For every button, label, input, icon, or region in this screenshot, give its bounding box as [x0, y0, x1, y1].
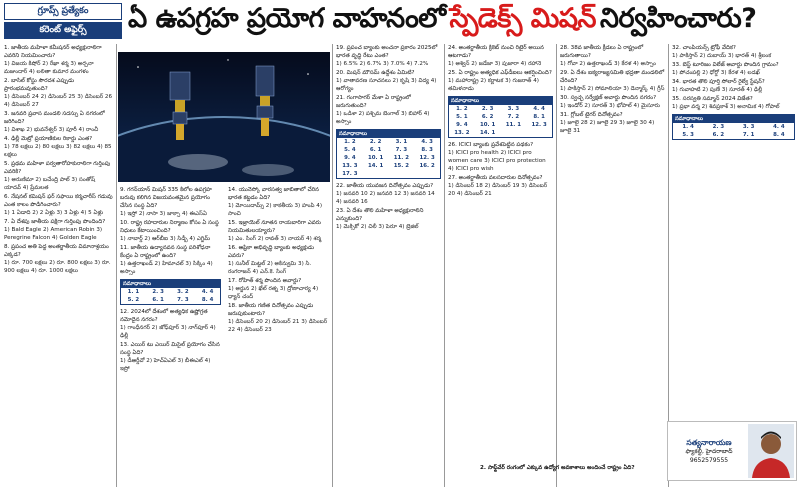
answer-key	[448, 96, 553, 138]
question-text: 10. రాష్ట్ర రహదారుల నిర్మాణం కోసం ఏ సంస్థ నిధులు కేటాయించింది?	[120, 220, 219, 234]
question-item	[4, 218, 113, 242]
question-text: 15. ఇజ్రాయెల్ నూతన రాయబారిగా ఎవరు నియమితులయ్యారు?	[228, 220, 321, 234]
question-options: 1) 78 లక్షలు 2) 80 లక్షలు 3) 82 లక్షలు 4) 85 లక్షలు	[4, 144, 112, 158]
answer-cell	[526, 129, 552, 137]
answer-cell: 14. 1	[480, 130, 496, 136]
column-2	[118, 186, 223, 487]
question-options: 1) నాబార్డ్ 2) ఆర్‌బీఐ 3) సిడ్బీ 4) ఎగ్జిమ్	[120, 236, 211, 242]
answer-cell: 14. 1	[368, 163, 384, 169]
question-options: 1) అశ్విన్ 2) జడేజా 3) పుజారా 4) రహానె	[448, 61, 542, 67]
question-options: 1) 1 ఏడాది 2) 2 ఏళ్లు 3) 3 ఏళ్లు 4) 5 ఏళ్లు	[4, 210, 104, 216]
question-item	[228, 302, 329, 334]
footer-question: 2. సాఫ్ట్‌వేర్ రంగంలో ఎక్కువ ఉద్యోగ అవకాశాలు అందించే రాష్ట్రం ఏది?	[480, 465, 635, 471]
answer-cell: 6. 2	[481, 114, 494, 120]
answer-cell: 8. 1	[533, 114, 545, 120]
question-item	[228, 277, 329, 301]
question-options: 1) డిసెంబర్ 18 2) డిసెంబర్ 19 3) డిసెంబర్ 20 4) డిసెంబర్ 21	[448, 183, 548, 197]
question-text: 35. సరస్వతి సమ్మాన్ 2024 విజేత?	[672, 96, 753, 102]
question-item	[4, 160, 113, 192]
headline-before: ఏ ఉపగ్రహ ప్రయోగ వాహనంలో	[128, 3, 446, 34]
question-options: 1) డిసెంబర్ 24 2) డిసెంబర్ 25 3) డిసెంబర్ 26 4) డిసెంబర్ 27	[4, 94, 113, 108]
question-item	[120, 341, 221, 373]
question-text: 16. ఆఫ్రికా అభివృద్ధి బ్యాంకు అధ్యక్షుడు ఎవరు?	[228, 245, 315, 259]
answer-cell: 8. 4	[773, 132, 785, 138]
question-options: 1) ICICI pro health 2) ICICI pro women care 3) ICICI pro protection 4) ICICI pro wish	[448, 150, 546, 172]
question-text: 7. ఏ దేశపు జాతీయ పక్షిగా గుర్తింపు పొందింది?	[4, 219, 106, 225]
question-options: 1) వాతావరణ సూచనలు 2) కృషి 3) విద్య 4) ఆరోగ్యం	[336, 78, 437, 92]
answer-cell: 3. 3	[742, 124, 755, 130]
answer-cell: 3. 2	[177, 289, 189, 295]
question-item	[120, 186, 221, 218]
question-item	[448, 141, 553, 173]
question-item	[336, 69, 441, 93]
question-text: 31. గ్లోబల్ టైగర్ దినోత్సవం?	[560, 112, 623, 118]
question-text: 34. భారత తొలి పూర్తి సోలార్ రైల్వే స్టేషన్?	[672, 79, 765, 85]
answer-cell: 12. 3	[419, 155, 435, 161]
question-item	[336, 207, 441, 231]
answer-cell: 13. 3	[342, 163, 358, 169]
answer-cell: 2. 3	[481, 106, 494, 112]
question-options: 1) జనవరి 10 2) జనవరి 12 3) జనవరి 14 4) జనవరి 16	[336, 191, 435, 205]
question-text: 4. ఢిల్లీ మెట్రో ప్రయాణికుల రికార్డు ఎంత?	[4, 136, 93, 142]
question-item	[336, 44, 441, 68]
question-item	[228, 219, 329, 243]
question-options: 1) 6.5% 2) 6.7% 3) 7.0% 4) 7.2%	[336, 61, 429, 67]
question-text: 27. అంతర్జాతీయ వలసదారుల దినోత్సవం?	[448, 175, 543, 181]
answer-cell: 17. 3	[342, 171, 358, 177]
answer-cell: 5. 3	[682, 132, 694, 138]
satellite-photo	[118, 52, 330, 182]
column-4	[334, 44, 443, 487]
question-text: 32. చాంపియన్స్ ట్రోఫీ వేదిక?	[672, 45, 736, 51]
answer-cell: 11. 1	[505, 122, 521, 128]
answer-cell: 12. 3	[531, 122, 547, 128]
answer-cell: 5. 1	[456, 114, 468, 120]
question-item	[560, 69, 665, 93]
question-options: 1) ఉత్తరాఖండ్ 2) హిమాచల్ 3) సిక్కిం 4) అస్సాం	[120, 261, 213, 275]
answer-key	[336, 129, 441, 179]
question-options: 1) గాంధీనగర్ 2) జోధ్‌పూర్ 3) నాగ్‌పూర్ 4) ఢిల్లీ	[120, 325, 216, 339]
question-options: 1) విశాఖ 2) భువనేశ్వర్ 3) పూరీ 4) రాంచీ	[4, 127, 99, 133]
question-item	[336, 94, 441, 126]
question-text: 33. బెస్ట్ టూరిజం విలేజ్ అవార్డు పొందిన గ్రామం?	[672, 62, 779, 68]
answer-cell	[389, 170, 415, 178]
question-text: 20. మిషన్ మౌసమ్ ఉద్దేశం ఏమిటి?	[336, 70, 415, 76]
answer-cell	[414, 170, 440, 178]
question-item	[120, 244, 221, 276]
question-text: 9. గగన్‌యాన్ మిషన్ 335 కిలోల ఉపగ్రహ బరువు కలిగిన విజయవంతమైన ప్రయోగం చేసిన సంస్థ ఏది?	[120, 187, 212, 209]
answer-cell: 11. 2	[393, 155, 409, 161]
answer-key	[672, 114, 795, 140]
answer-key-title: సమాధానాలు	[449, 97, 552, 105]
author-box	[667, 421, 797, 481]
answer-cell: 13. 2	[454, 130, 470, 136]
question-options: 1) అర్జున 2) ఖేల్ రత్న 3) ద్రోణాచార్య 4) ధ్యాన్ చంద్	[228, 286, 319, 300]
column-3	[226, 186, 331, 487]
question-text: 28. 38వ జాతీయ క్రీడలు ఏ రాష్ట్రంలో జరుగుతాయి?	[560, 45, 644, 59]
question-item	[560, 94, 665, 110]
answer-cell: 10. 1	[368, 155, 384, 161]
question-text: 18. జాతీయ గణిత దినోత్సవం ఎప్పుడు జరుపుకుంటారు?	[228, 303, 314, 317]
question-text: 11. జాతీయ ఉద్యానవన సంస్థ పరిశోధనా కేంద్రం ఏ రాష్ట్రంలో ఉంది?	[120, 245, 211, 259]
question-text: 3. జనవరి ప్రవాస మండలి సదస్సు ఏ నగరంలో జరిగింది?	[4, 111, 105, 125]
question-item	[120, 219, 221, 243]
answer-cell: 4. 4	[201, 289, 214, 295]
question-item	[672, 95, 795, 111]
question-text: 25. ఏ రాష్ట్రం అత్యధిక ఎఫ్‌డీఐలు ఆకర్షించింది?	[448, 70, 552, 76]
headline-highlight: స్పేడెక్స్ మిషన్	[449, 3, 596, 34]
question-options: 1) డీఆర్డీవో 2) హెచ్ఏఎల్ 3) బీఈఎల్ 4) ఇస్రో	[120, 358, 211, 372]
column-7	[670, 44, 797, 417]
answer-cell: 1. 2	[344, 139, 356, 145]
question-item	[120, 308, 221, 340]
question-text: 30. స్వచ్ఛ సర్వేక్షణ్ అవార్డు పొందిన నగరం?	[560, 95, 657, 101]
question-text: 21. గంగాసాగర్ మేళా ఏ రాష్ట్రంలో జరుగుతుంది?	[336, 95, 411, 109]
column-6	[558, 44, 667, 487]
answer-cell: 10. 1	[480, 122, 496, 128]
question-item	[4, 110, 113, 134]
answer-cell: 8. 4	[201, 297, 214, 303]
question-options: 1) పాకిస్తాన్ 2) సోమాలియా 3) డెన్మార్క్ 4) గ్రీస్	[560, 86, 665, 92]
question-text: 19. ప్రపంచ బ్యాంకు అంచనా ప్రకారం 2025లో భారత వృద్ధి రేటు ఎంత?	[336, 45, 438, 59]
question-options: 1) గువాహటి 2) పుణే 3) సూరత్ 4) ఢిల్లీ	[672, 87, 763, 93]
question-options: 1) సునీల్ మిట్టల్ 2) అకిన్వుమి 3) సి. రంగరాజన్ 4) ఎన్.కె. సింగ్	[228, 261, 312, 275]
question-text: 8. ప్రపంచ అతి పెద్ద అంతర్జాతీయ విమానాశ్రయం ఎక్కడ?	[4, 244, 109, 258]
question-options: 1) ఎం. సింగ్ 2) రావత్ 3) నాయర్ 4) శర్మ	[228, 236, 322, 242]
question-options: 1) పాకిస్తాన్ 2) దుబాయ్ 3) భారత్ 4) శ్రీలంక	[672, 53, 772, 59]
question-options: 1) మోయిదామ్స్ 2) కాకతీయ 3) హంపి 4) సాంచి	[228, 203, 323, 217]
question-item	[336, 182, 441, 206]
answer-cell: 4. 4	[533, 106, 545, 112]
question-item	[448, 69, 553, 93]
answer-cell: 7. 3	[177, 297, 189, 303]
question-text: 14. యునెస్కో వారసత్వ జాబితాలో చేరిన భారత కట్టడం ఏది?	[228, 187, 319, 201]
answer-cell: 1. 2	[456, 106, 468, 112]
answer-cell: 16. 2	[419, 163, 435, 169]
question-item	[672, 44, 795, 60]
question-text: 22. జాతీయ యువజన దినోత్సవం ఎప్పుడు?	[336, 183, 434, 189]
author-phone: 9652579555	[689, 456, 729, 464]
question-item	[228, 244, 329, 276]
question-item	[448, 174, 553, 198]
question-options: 1) Bald Eagle 2) American Robin 3) Peregrine Falcon 4) Golden Eagle	[4, 227, 103, 241]
headline-after: నిర్వహించారు?	[599, 3, 757, 34]
question-options: 1) డిసెంబర్ 20 2) డిసెంబర్ 21 3) డిసెంబర్ 22 4) డిసెంబర్ 23	[228, 319, 328, 333]
question-text: 29. ఏ దేశం ఐక్యరాజ్యసమితి భద్రతా మండలిలో చేరింది?	[560, 70, 665, 84]
question-item	[228, 186, 329, 218]
author-role: ఫ్యాకల్టీ, హైదరాబాద్	[685, 447, 733, 455]
answer-cell: 4. 4	[773, 124, 785, 130]
question-text: 17. రోహిత్ శర్మ పొందిన అవార్డు?	[228, 278, 302, 284]
question-options: 1) ఇండోర్ 2) సూరత్ 3) భోపాల్ 4) మైసూరు	[560, 103, 660, 109]
question-text: 26. ICICI బ్యాంకు ప్రవేశపెట్టిన పథకం?	[448, 142, 534, 148]
answer-cell: 8. 3	[421, 147, 433, 153]
question-text: 23. ఏ దేశం తొలి మహిళా అధ్యక్షురాలిని ఎన్నుకుంది?	[336, 208, 424, 222]
headline	[128, 2, 796, 42]
question-text: 2. బాసిల్ కోస్టు సౌరదశ ఎప్పుడు ప్రారంభమవుతుంది?	[4, 78, 75, 92]
question-options: 1) మెక్సికో 2) చిలీ 3) పెరూ 4) బ్రెజిల్	[336, 224, 419, 230]
question-options: 1) రూ. 700 లక్షలు 2) రూ. 800 లక్షలు 3) రూ. 900 లక్షలు 4) రూ. 1000 లక్షలు	[4, 260, 111, 274]
answer-cell: 4. 3	[421, 139, 433, 145]
section-tag: గ్రూప్స్ ప్రత్యేకం	[4, 3, 122, 20]
answer-cell	[363, 170, 389, 178]
answer-cell: 3. 3	[507, 106, 520, 112]
answer-cell: 5. 2	[127, 297, 140, 303]
answer-cell: 7. 2	[507, 114, 520, 120]
answer-key-title: సమాధానాలు	[673, 115, 794, 123]
author-name: సత్యనారాయణ	[686, 437, 732, 447]
answer-cell: 2. 2	[369, 139, 382, 145]
answer-key	[120, 279, 221, 305]
answer-cell: 7. 3	[395, 147, 408, 153]
question-item	[4, 77, 113, 109]
answer-cell: 1. 1	[127, 289, 140, 295]
answer-cell: 2. 3	[152, 289, 164, 295]
question-item	[672, 78, 795, 94]
answer-cell: 3. 1	[395, 139, 408, 145]
answer-cell: 6. 1	[369, 147, 382, 153]
question-options: 1) గోవా 2) ఉత్తరాఖండ్ 3) కేరళ 4) అస్సాం	[560, 61, 656, 67]
question-options: 1) ఇస్రో 2) నాసా 3) జాక్సా 4) ఈఎస్ఏ	[120, 211, 207, 217]
question-item	[4, 243, 113, 275]
answer-cell: 1. 4	[682, 124, 694, 130]
answer-cell: 7. 1	[742, 132, 755, 138]
question-text: 1. జాతీయ మహిళా కమీషనర్ అధ్యక్షురాలిగా ఎవరిని నియమించారు?	[4, 45, 102, 59]
author-photo	[748, 424, 794, 478]
question-options: 1) జూలై 28 2) జూలై 29 3) జూలై 30 4) జూలై 31	[560, 120, 655, 134]
answer-key-title: సమాధానాలు	[121, 280, 220, 288]
answer-cell: 6. 1	[152, 297, 164, 303]
question-text: 12. 2024లో దేశంలో అత్యధిక ఉష్ణోగ్రత నమోదైన నగరం?	[120, 309, 208, 323]
answer-cell: 6. 2	[712, 132, 725, 138]
question-options: 1) విజయ కిషోర్ 2) రేఖా శర్మ 3) అర్చనా మజుందార్ 4) లలితా కుమార మంగళం	[4, 61, 94, 75]
answer-cell: 9. 4	[344, 155, 356, 161]
question-text: 5. ప్రథమ మహిళా పర్వతారోహకురాలిగా గుర్తింపు ఎవరికి?	[4, 161, 111, 175]
answer-cell: 15. 2	[393, 163, 409, 169]
question-options: 1) ప్రభా వర్మ 2) శివప్రకాశ్ 3) అనామిక 4) గోపాల్	[672, 104, 780, 110]
answer-key-title: సమాధానాలు	[337, 130, 440, 138]
question-text: 13. ఎయిర్ టు ఎయిర్ మిసైల్ ప్రయోగం చేసిన సంస్థ ఏది?	[120, 342, 220, 356]
answer-cell: 5. 4	[344, 147, 356, 153]
question-options: 1) ఒడిశా 2) పశ్చిమ బెంగాల్ 3) బిహార్ 4) అస్సాం	[336, 111, 430, 125]
question-options: 1) మహారాష్ట్ర 2) కర్ణాటక 3) గుజరాత్ 4) తమిళనాడు	[448, 78, 539, 92]
question-item	[4, 135, 113, 159]
question-item	[560, 111, 665, 135]
question-item	[4, 193, 113, 217]
question-item	[4, 44, 113, 76]
category-tag: కరెంట్ అఫైర్స్	[4, 22, 122, 39]
question-text: 24. అంతర్జాతీయ క్రికెట్ నుంచి రిటైర్ అయిన ఆటగాడు?	[448, 45, 544, 59]
column-5	[446, 44, 555, 487]
answer-cell	[501, 129, 527, 137]
answer-cell: 9. 4	[456, 122, 468, 128]
question-item	[560, 44, 665, 68]
question-item	[448, 44, 553, 68]
question-item	[672, 61, 795, 77]
question-text: 6. నేషనల్ కమిషన్ ఫర్ సఫాయి కర్మచారీస్ గడువు ఎంత కాలం పొడిగించారు?	[4, 194, 113, 208]
question-options: 1) పోచంపల్లి 2) ధోర్డో 3) కేరళ 4) లడఖ్	[672, 70, 760, 76]
column-1	[2, 44, 115, 487]
question-options: 1) అరుణిమా 2) బచేంద్రి పాల్ 3) సంతోష్ యాదవ్ 4) ప్రేమలత	[4, 177, 96, 191]
answer-cell: 2. 3	[712, 124, 725, 130]
